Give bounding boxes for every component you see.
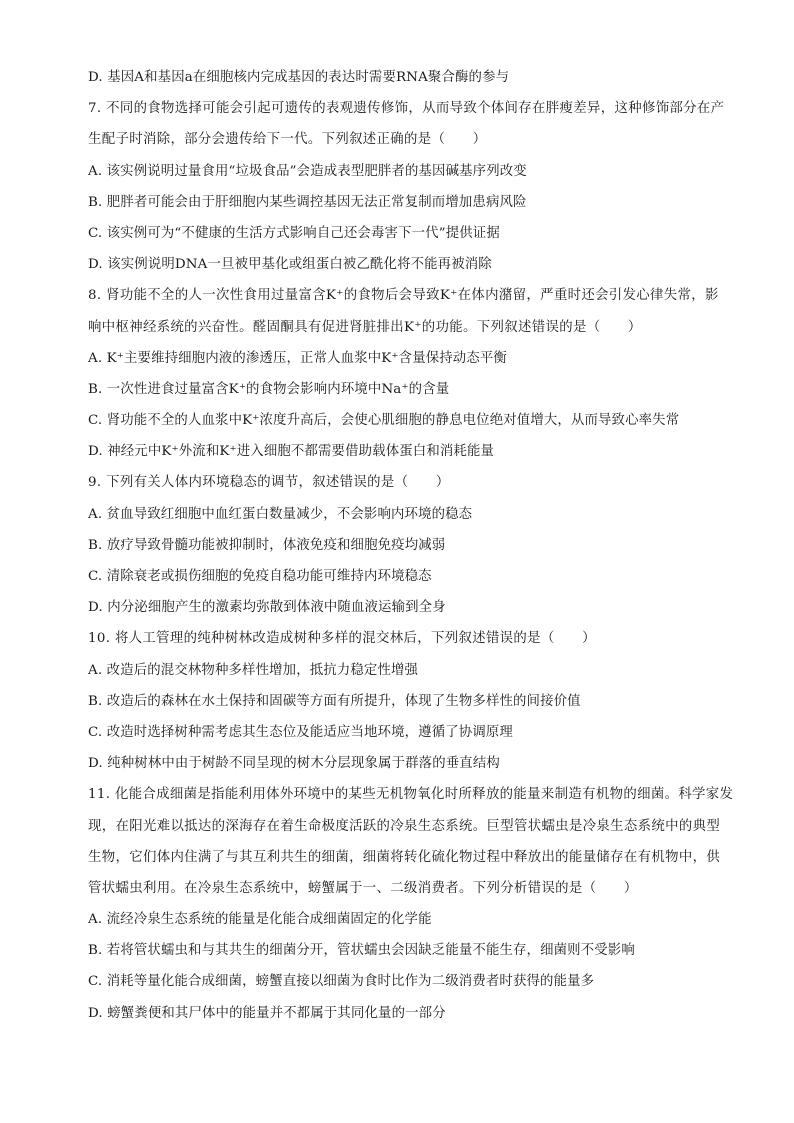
question-11-stem-line-3: 生物，它们体内住满了与其互利共生的细菌，细菌将转化硫化物过程中释放出的能量储存在有机物中，供	[88, 849, 721, 865]
exam-page	[88, 62, 734, 1029]
question-7-stem-line-1: 7. 不同的食物选择可能会引起可遗传的表观遗传修饰，从而导致个体间存在胖瘦差异，这种修饰部分在产	[88, 101, 725, 117]
question-7-option-d: D. 该实例说明DNA一旦被甲基化或组蛋白被乙酰化将不能再被消除	[88, 257, 492, 273]
question-11-stem-line-2: 现，在阳光难以抵达的深海存在着生命极度活跃的冷泉生态系统。巨型管状蠕虫是冷泉生态系统中的典型	[88, 818, 721, 834]
question-10-option-b: B. 改造后的森林在水土保持和固碳等方面有所提升，体现了生物多样性的间接价值	[88, 693, 581, 709]
question-8-option-a: A. K⁺主要维持细胞内液的渗透压，正常人血浆中K⁺含量保持动态平衡	[88, 350, 507, 366]
question-7-option-b: B. 肥胖者可能会由于肝细胞内某些调控基因无法正常复制而增加患病风险	[88, 194, 527, 210]
question-8-option-c: C. 肾功能不全的人血浆中K⁺浓度升高后，会使心肌细胞的静息电位绝对值增大，从而导致心率失常	[88, 413, 680, 429]
question-8-option-d: D. 神经元中K⁺外流和K⁺进入细胞不都需要借助载体蛋白和消耗能量	[88, 444, 495, 460]
question-10-option-c: C. 改造时选择树种需考虑其生态位及能适应当地环境，遵循了协调原理	[88, 724, 513, 740]
question-9-option-c: C. 清除衰老或损伤细胞的免疫自稳功能可维持内环境稳态	[88, 569, 432, 584]
question-9-option-a: A. 贫血导致红细胞中血红蛋白数量减少，不会影响内环境的稳态	[88, 506, 473, 522]
question-8-option-b: B. 一次性进食过量富含K⁺的食物会影响内环境中Na⁺的含量	[88, 381, 450, 397]
question-7-stem-line-2: 生配子时消除，部分会遗传给下一代。下列叙述正确的是（ ）	[88, 132, 487, 148]
question-9-option-d: D. 内分泌细胞产生的激素均弥散到体液中随血液运输到全身	[88, 600, 446, 616]
question-11-stem-line-1: 11. 化能合成细菌是指能利用体外环境中的某些无机物氧化时所释放的能量来制造有机物的细菌。科学家发	[88, 787, 734, 803]
question-11-option-c: C. 消耗等量化能合成细菌，螃蟹直接以细菌为食时比作为二级消费者时获得的能量多	[88, 974, 595, 990]
question-11-stem-line-4: 管状蠕虫利用。在冷泉生态系统中，螃蟹属于一、二级消费者。下列分析错误的是（ ）	[88, 880, 638, 896]
question-7-option-a: A. 该实例说明过量食用“垃圾食品”会造成表型肥胖者的基因碱基序列改变	[88, 163, 527, 179]
question-8-stem-line-2: 响中枢神经系统的兴奋性。醛固酮具有促进肾脏排出K⁺的功能。下列叙述错误的是（ ）	[88, 319, 642, 335]
question-6-option-d: D. 基因A和基因a在细胞核内完成基因的表达时需要RNA聚合酶的参与	[88, 70, 510, 85]
question-11-option-b: B. 若将管状蠕虫和与其共生的细菌分开，管状蠕虫会因缺乏能量不能生存，细菌则不受影响	[88, 943, 635, 959]
question-10-option-a: A. 改造后的混交林物种多样性增加，抵抗力稳定性增强	[88, 662, 419, 678]
question-7-option-c: C. 该实例可为“不健康的生活方式影响自己还会毒害下一代”提供证据	[88, 225, 500, 241]
question-11-option-d: D. 螃蟹粪便和其尸体中的能量并不都属于其同化量的一部分	[88, 1005, 446, 1021]
question-10-stem: 10. 将人工管理的纯种树林改造成树种多样的混交林后，下列叙述错误的是（ ）	[88, 631, 596, 647]
question-10-option-d: D. 纯种树林中由于树龄不同呈现的树木分层现象属于群落的垂直结构	[88, 756, 500, 772]
question-11-option-a: A. 流经冷泉生态系统的能量是化能合成细菌固定的化学能	[88, 912, 432, 928]
question-9-stem: 9. 下列有关人体内环境稳态的调节，叙述错误的是（ ）	[88, 475, 450, 491]
question-9-option-b: B. 放疗导致骨髓功能被抑制时，体液免疫和细胞免疫均减弱	[88, 537, 446, 553]
question-8-stem-line-1: 8. 肾功能不全的人一次性食用过量富含K⁺的食物后会导致K⁺在体内潴留，严重时还会引发心律失常，影	[88, 288, 719, 304]
